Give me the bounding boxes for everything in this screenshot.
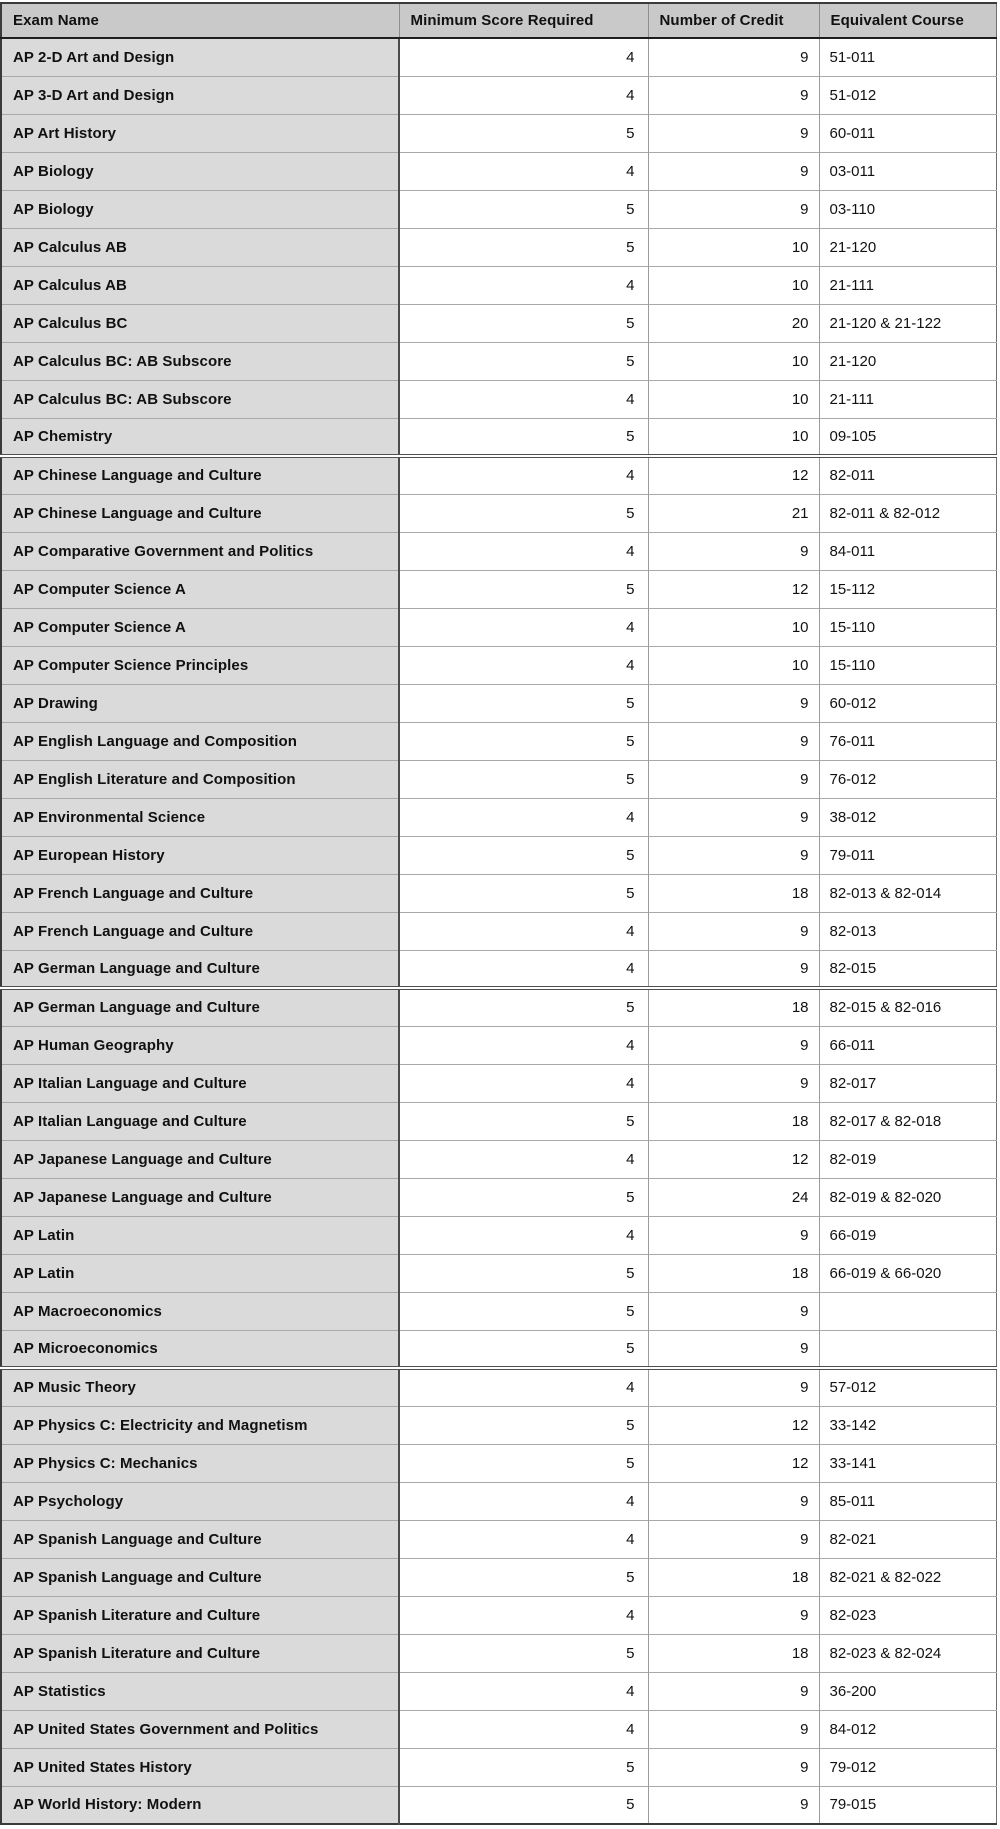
minimum-score-cell: 5 bbox=[399, 494, 648, 532]
table-row bbox=[1, 494, 996, 532]
exam-name-cell: AP Italian Language and Culture bbox=[1, 1102, 399, 1140]
table-row bbox=[1, 722, 996, 760]
minimum-score-cell: 5 bbox=[399, 1634, 648, 1672]
number-of-credit-cell: 12 bbox=[648, 570, 819, 608]
minimum-score-cell: 5 bbox=[399, 1254, 648, 1292]
minimum-score-cell: 4 bbox=[399, 1520, 648, 1558]
table-row bbox=[1, 380, 996, 418]
minimum-score-cell: 4 bbox=[399, 266, 648, 304]
equivalent-course-cell: 82-021 & 82-022 bbox=[819, 1558, 996, 1596]
column-header-number-of-credit: Number of Credit bbox=[648, 3, 819, 38]
equivalent-course-cell: 21-111 bbox=[819, 380, 996, 418]
table-row bbox=[1, 342, 996, 380]
column-header-exam-name: Exam Name bbox=[1, 3, 399, 38]
exam-name-cell: AP Latin bbox=[1, 1254, 399, 1292]
number-of-credit-cell: 18 bbox=[648, 1634, 819, 1672]
equivalent-course-cell: 60-011 bbox=[819, 114, 996, 152]
number-of-credit-cell: 9 bbox=[648, 76, 819, 114]
minimum-score-cell: 4 bbox=[399, 1064, 648, 1102]
exam-name-cell: AP Biology bbox=[1, 190, 399, 228]
equivalent-course-cell: 66-011 bbox=[819, 1026, 996, 1064]
exam-name-cell: AP Calculus BC bbox=[1, 304, 399, 342]
exam-name-cell: AP Physics C: Electricity and Magnetism bbox=[1, 1406, 399, 1444]
minimum-score-cell: 4 bbox=[399, 1026, 648, 1064]
table-row bbox=[1, 1520, 996, 1558]
number-of-credit-cell: 9 bbox=[648, 798, 819, 836]
number-of-credit-cell: 9 bbox=[648, 1596, 819, 1634]
table-row bbox=[1, 304, 996, 342]
table-row bbox=[1, 228, 996, 266]
exam-name-cell: AP Chinese Language and Culture bbox=[1, 456, 399, 494]
equivalent-course-cell: 82-015 bbox=[819, 950, 996, 988]
table-row bbox=[1, 1406, 996, 1444]
equivalent-course-cell: 21-120 bbox=[819, 342, 996, 380]
minimum-score-cell: 4 bbox=[399, 76, 648, 114]
number-of-credit-cell: 24 bbox=[648, 1178, 819, 1216]
minimum-score-cell: 5 bbox=[399, 228, 648, 266]
exam-name-cell: AP Calculus AB bbox=[1, 266, 399, 304]
number-of-credit-cell: 18 bbox=[648, 988, 819, 1026]
equivalent-course-cell: 09-105 bbox=[819, 418, 996, 456]
exam-name-cell: AP Biology bbox=[1, 152, 399, 190]
exam-name-cell: AP Latin bbox=[1, 1216, 399, 1254]
minimum-score-cell: 4 bbox=[399, 912, 648, 950]
number-of-credit-cell: 18 bbox=[648, 874, 819, 912]
equivalent-course-cell: 82-019 bbox=[819, 1140, 996, 1178]
exam-name-cell: AP Spanish Literature and Culture bbox=[1, 1634, 399, 1672]
number-of-credit-cell: 9 bbox=[648, 1026, 819, 1064]
table-row bbox=[1, 532, 996, 570]
equivalent-course-cell: 84-011 bbox=[819, 532, 996, 570]
number-of-credit-cell: 9 bbox=[648, 1482, 819, 1520]
exam-name-cell: AP Human Geography bbox=[1, 1026, 399, 1064]
minimum-score-cell: 5 bbox=[399, 304, 648, 342]
number-of-credit-cell: 9 bbox=[648, 1330, 819, 1368]
number-of-credit-cell: 9 bbox=[648, 950, 819, 988]
table-row bbox=[1, 1254, 996, 1292]
minimum-score-cell: 4 bbox=[399, 1216, 648, 1254]
minimum-score-cell: 4 bbox=[399, 456, 648, 494]
table-row bbox=[1, 76, 996, 114]
exam-name-cell: AP Art History bbox=[1, 114, 399, 152]
exam-name-cell: AP Chemistry bbox=[1, 418, 399, 456]
table-row bbox=[1, 1178, 996, 1216]
equivalent-course-cell: 76-012 bbox=[819, 760, 996, 798]
table-row bbox=[1, 1596, 996, 1634]
equivalent-course-cell: 82-011 & 82-012 bbox=[819, 494, 996, 532]
table-row bbox=[1, 38, 996, 76]
minimum-score-cell: 5 bbox=[399, 570, 648, 608]
equivalent-course-cell: 82-023 bbox=[819, 1596, 996, 1634]
table-row bbox=[1, 1672, 996, 1710]
minimum-score-cell: 5 bbox=[399, 1406, 648, 1444]
minimum-score-cell: 5 bbox=[399, 1178, 648, 1216]
table-row bbox=[1, 1026, 996, 1064]
minimum-score-cell: 5 bbox=[399, 1558, 648, 1596]
exam-name-cell: AP 3-D Art and Design bbox=[1, 76, 399, 114]
number-of-credit-cell: 9 bbox=[648, 114, 819, 152]
table-row bbox=[1, 836, 996, 874]
exam-name-cell: AP Japanese Language and Culture bbox=[1, 1140, 399, 1178]
exam-name-cell: AP Computer Science Principles bbox=[1, 646, 399, 684]
equivalent-course-cell: 76-011 bbox=[819, 722, 996, 760]
minimum-score-cell: 4 bbox=[399, 798, 648, 836]
number-of-credit-cell: 9 bbox=[648, 532, 819, 570]
minimum-score-cell: 4 bbox=[399, 1482, 648, 1520]
number-of-credit-cell: 9 bbox=[648, 684, 819, 722]
minimum-score-cell: 5 bbox=[399, 342, 648, 380]
equivalent-course-cell: 38-012 bbox=[819, 798, 996, 836]
equivalent-course-cell: 21-120 & 21-122 bbox=[819, 304, 996, 342]
number-of-credit-cell: 20 bbox=[648, 304, 819, 342]
minimum-score-cell: 4 bbox=[399, 532, 648, 570]
equivalent-course-cell: 82-011 bbox=[819, 456, 996, 494]
minimum-score-cell: 5 bbox=[399, 1102, 648, 1140]
number-of-credit-cell: 9 bbox=[648, 912, 819, 950]
table-body bbox=[1, 38, 996, 1824]
exam-name-cell: AP French Language and Culture bbox=[1, 912, 399, 950]
minimum-score-cell: 5 bbox=[399, 1292, 648, 1330]
number-of-credit-cell: 21 bbox=[648, 494, 819, 532]
header-row bbox=[1, 3, 996, 38]
equivalent-course-cell: 82-017 & 82-018 bbox=[819, 1102, 996, 1140]
number-of-credit-cell: 10 bbox=[648, 342, 819, 380]
number-of-credit-cell: 10 bbox=[648, 266, 819, 304]
equivalent-course-cell: 79-012 bbox=[819, 1748, 996, 1786]
exam-name-cell: AP French Language and Culture bbox=[1, 874, 399, 912]
exam-name-cell: AP Comparative Government and Politics bbox=[1, 532, 399, 570]
table-row bbox=[1, 570, 996, 608]
number-of-credit-cell: 18 bbox=[648, 1558, 819, 1596]
exam-name-cell: AP Spanish Language and Culture bbox=[1, 1520, 399, 1558]
number-of-credit-cell: 9 bbox=[648, 1368, 819, 1406]
table-row bbox=[1, 190, 996, 228]
minimum-score-cell: 5 bbox=[399, 1786, 648, 1824]
table-row bbox=[1, 266, 996, 304]
equivalent-course-cell: 82-023 & 82-024 bbox=[819, 1634, 996, 1672]
equivalent-course-cell: 82-015 & 82-016 bbox=[819, 988, 996, 1026]
minimum-score-cell: 5 bbox=[399, 1330, 648, 1368]
number-of-credit-cell: 9 bbox=[648, 1710, 819, 1748]
exam-name-cell: AP Italian Language and Culture bbox=[1, 1064, 399, 1102]
equivalent-course-cell: 15-110 bbox=[819, 646, 996, 684]
equivalent-course-cell: 36-200 bbox=[819, 1672, 996, 1710]
minimum-score-cell: 4 bbox=[399, 1368, 648, 1406]
exam-name-cell: AP United States History bbox=[1, 1748, 399, 1786]
number-of-credit-cell: 10 bbox=[648, 608, 819, 646]
equivalent-course-cell: 82-019 & 82-020 bbox=[819, 1178, 996, 1216]
equivalent-course-cell bbox=[819, 1292, 996, 1330]
minimum-score-cell: 4 bbox=[399, 1710, 648, 1748]
number-of-credit-cell: 18 bbox=[648, 1102, 819, 1140]
exam-name-cell: AP Microeconomics bbox=[1, 1330, 399, 1368]
table-row bbox=[1, 608, 996, 646]
table-row bbox=[1, 456, 996, 494]
minimum-score-cell: 5 bbox=[399, 114, 648, 152]
equivalent-course-cell: 66-019 & 66-020 bbox=[819, 1254, 996, 1292]
table-row bbox=[1, 1292, 996, 1330]
equivalent-course-cell: 60-012 bbox=[819, 684, 996, 722]
exam-name-cell: AP Spanish Literature and Culture bbox=[1, 1596, 399, 1634]
column-header-minimum-score: Minimum Score Required bbox=[399, 3, 648, 38]
exam-name-cell: AP Psychology bbox=[1, 1482, 399, 1520]
exam-name-cell: AP Calculus BC: AB Subscore bbox=[1, 342, 399, 380]
table-row bbox=[1, 1368, 996, 1406]
number-of-credit-cell: 9 bbox=[648, 1748, 819, 1786]
equivalent-course-cell: 03-011 bbox=[819, 152, 996, 190]
equivalent-course-cell: 33-141 bbox=[819, 1444, 996, 1482]
column-header-equivalent-course: Equivalent Course bbox=[819, 3, 996, 38]
minimum-score-cell: 5 bbox=[399, 722, 648, 760]
table-row bbox=[1, 1064, 996, 1102]
exam-name-cell: AP Music Theory bbox=[1, 1368, 399, 1406]
equivalent-course-cell: 51-012 bbox=[819, 76, 996, 114]
exam-name-cell: AP German Language and Culture bbox=[1, 950, 399, 988]
exam-name-cell: AP Physics C: Mechanics bbox=[1, 1444, 399, 1482]
table-row bbox=[1, 1102, 996, 1140]
exam-name-cell: AP Spanish Language and Culture bbox=[1, 1558, 399, 1596]
equivalent-course-cell bbox=[819, 1330, 996, 1368]
table-row bbox=[1, 1216, 996, 1254]
minimum-score-cell: 5 bbox=[399, 684, 648, 722]
number-of-credit-cell: 10 bbox=[648, 646, 819, 684]
exam-name-cell: AP World History: Modern bbox=[1, 1786, 399, 1824]
table-row bbox=[1, 798, 996, 836]
number-of-credit-cell: 9 bbox=[648, 760, 819, 798]
table-row bbox=[1, 1558, 996, 1596]
number-of-credit-cell: 10 bbox=[648, 228, 819, 266]
minimum-score-cell: 4 bbox=[399, 608, 648, 646]
number-of-credit-cell: 9 bbox=[648, 722, 819, 760]
minimum-score-cell: 5 bbox=[399, 1748, 648, 1786]
number-of-credit-cell: 9 bbox=[648, 1672, 819, 1710]
number-of-credit-cell: 12 bbox=[648, 1444, 819, 1482]
number-of-credit-cell: 9 bbox=[648, 1292, 819, 1330]
table-row bbox=[1, 1444, 996, 1482]
number-of-credit-cell: 18 bbox=[648, 1254, 819, 1292]
exam-name-cell: AP Statistics bbox=[1, 1672, 399, 1710]
equivalent-course-cell: 82-013 & 82-014 bbox=[819, 874, 996, 912]
equivalent-course-cell: 82-021 bbox=[819, 1520, 996, 1558]
equivalent-course-cell: 21-111 bbox=[819, 266, 996, 304]
minimum-score-cell: 4 bbox=[399, 1672, 648, 1710]
exam-name-cell: AP European History bbox=[1, 836, 399, 874]
table-row bbox=[1, 950, 996, 988]
equivalent-course-cell: 79-015 bbox=[819, 1786, 996, 1824]
table-row bbox=[1, 684, 996, 722]
minimum-score-cell: 4 bbox=[399, 38, 648, 76]
table-row bbox=[1, 912, 996, 950]
table-row bbox=[1, 1330, 996, 1368]
ap-credit-table bbox=[0, 2, 997, 1825]
minimum-score-cell: 5 bbox=[399, 874, 648, 912]
exam-name-cell: AP German Language and Culture bbox=[1, 988, 399, 1026]
minimum-score-cell: 5 bbox=[399, 988, 648, 1026]
minimum-score-cell: 4 bbox=[399, 950, 648, 988]
number-of-credit-cell: 12 bbox=[648, 1140, 819, 1178]
number-of-credit-cell: 9 bbox=[648, 190, 819, 228]
number-of-credit-cell: 9 bbox=[648, 836, 819, 874]
exam-name-cell: AP Computer Science A bbox=[1, 608, 399, 646]
exam-name-cell: AP United States Government and Politics bbox=[1, 1710, 399, 1748]
equivalent-course-cell: 03-110 bbox=[819, 190, 996, 228]
equivalent-course-cell: 85-011 bbox=[819, 1482, 996, 1520]
table-row bbox=[1, 152, 996, 190]
exam-name-cell: AP 2-D Art and Design bbox=[1, 38, 399, 76]
exam-name-cell: AP Japanese Language and Culture bbox=[1, 1178, 399, 1216]
exam-name-cell: AP Computer Science A bbox=[1, 570, 399, 608]
exam-name-cell: AP English Language and Composition bbox=[1, 722, 399, 760]
exam-name-cell: AP Macroeconomics bbox=[1, 1292, 399, 1330]
table-row bbox=[1, 988, 996, 1026]
table-row bbox=[1, 114, 996, 152]
number-of-credit-cell: 9 bbox=[648, 38, 819, 76]
table-row bbox=[1, 1710, 996, 1748]
number-of-credit-cell: 9 bbox=[648, 1786, 819, 1824]
number-of-credit-cell: 9 bbox=[648, 1520, 819, 1558]
table-row bbox=[1, 1140, 996, 1178]
minimum-score-cell: 5 bbox=[399, 190, 648, 228]
exam-name-cell: AP Calculus AB bbox=[1, 228, 399, 266]
exam-name-cell: AP English Literature and Composition bbox=[1, 760, 399, 798]
number-of-credit-cell: 9 bbox=[648, 1216, 819, 1254]
equivalent-course-cell: 15-112 bbox=[819, 570, 996, 608]
equivalent-course-cell: 84-012 bbox=[819, 1710, 996, 1748]
number-of-credit-cell: 10 bbox=[648, 418, 819, 456]
minimum-score-cell: 5 bbox=[399, 1444, 648, 1482]
minimum-score-cell: 5 bbox=[399, 418, 648, 456]
table-header bbox=[1, 3, 996, 38]
minimum-score-cell: 4 bbox=[399, 380, 648, 418]
exam-name-cell: AP Chinese Language and Culture bbox=[1, 494, 399, 532]
equivalent-course-cell: 82-013 bbox=[819, 912, 996, 950]
number-of-credit-cell: 9 bbox=[648, 1064, 819, 1102]
table-row bbox=[1, 1634, 996, 1672]
minimum-score-cell: 5 bbox=[399, 836, 648, 874]
equivalent-course-cell: 51-011 bbox=[819, 38, 996, 76]
number-of-credit-cell: 10 bbox=[648, 380, 819, 418]
table-row bbox=[1, 874, 996, 912]
minimum-score-cell: 4 bbox=[399, 152, 648, 190]
table-row bbox=[1, 1748, 996, 1786]
table-row bbox=[1, 418, 996, 456]
table-row bbox=[1, 646, 996, 684]
number-of-credit-cell: 9 bbox=[648, 152, 819, 190]
minimum-score-cell: 5 bbox=[399, 760, 648, 798]
exam-name-cell: AP Environmental Science bbox=[1, 798, 399, 836]
minimum-score-cell: 4 bbox=[399, 1140, 648, 1178]
table-row bbox=[1, 1482, 996, 1520]
equivalent-course-cell: 33-142 bbox=[819, 1406, 996, 1444]
exam-name-cell: AP Drawing bbox=[1, 684, 399, 722]
equivalent-course-cell: 21-120 bbox=[819, 228, 996, 266]
equivalent-course-cell: 57-012 bbox=[819, 1368, 996, 1406]
equivalent-course-cell: 79-011 bbox=[819, 836, 996, 874]
table-row bbox=[1, 1786, 996, 1824]
equivalent-course-cell: 66-019 bbox=[819, 1216, 996, 1254]
exam-name-cell: AP Calculus BC: AB Subscore bbox=[1, 380, 399, 418]
number-of-credit-cell: 12 bbox=[648, 456, 819, 494]
minimum-score-cell: 4 bbox=[399, 646, 648, 684]
equivalent-course-cell: 82-017 bbox=[819, 1064, 996, 1102]
number-of-credit-cell: 12 bbox=[648, 1406, 819, 1444]
equivalent-course-cell: 15-110 bbox=[819, 608, 996, 646]
minimum-score-cell: 4 bbox=[399, 1596, 648, 1634]
table-row bbox=[1, 760, 996, 798]
